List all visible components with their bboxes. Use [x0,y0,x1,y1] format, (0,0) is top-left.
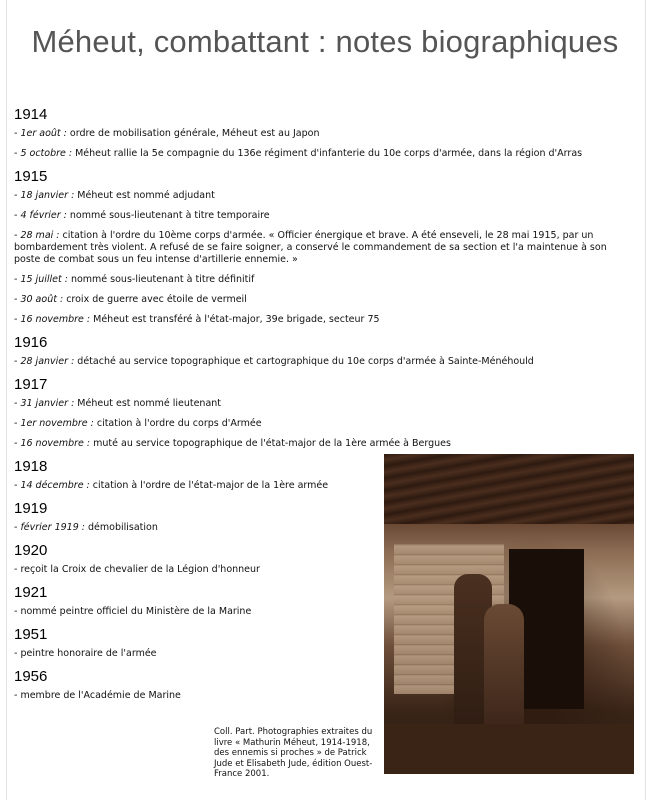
entry-text: Méheut est nommé lieutenant [74,398,222,409]
historical-photograph [384,454,634,774]
entry-text: reçoit la Croix de chevalier de la Légion d'honneur [20,564,260,575]
year-heading: 1916 [14,334,48,351]
timeline-entry: - 1er novembre : citation à l'ordre du corps d'Armée [14,418,262,429]
photo-caption: Coll. Part. Photographies extraites du livre « Mathurin Méheut, 1914-1918, des ennemis si proches » de Patrick Jude et Elisabeth Jude, édition Ouest-France 2001. [214,727,373,779]
entry-text: Méheut est nommé adjudant [74,190,215,201]
photo-soldier-seated [484,604,524,734]
entry-date: 14 décembre : [20,480,90,491]
entry-date: 28 janvier : [20,356,75,367]
entry-text: muté au service topographique de l'état-major de la 1ère armée à Bergues [90,438,451,449]
entry-text: nommé peintre officiel du Ministère de la Marine [20,606,252,617]
entry-text: peintre honoraire de l'armée [20,648,157,659]
timeline-entry: - 5 octobre : Méheut rallie la 5e compagnie du 136e régiment d'infanterie du 10e corps d'armée, dans la région d'Arras [14,148,583,159]
year-heading: 1918 [14,458,48,475]
timeline-entry: - 28 mai : citation à l'ordre du 10ème corps d'armée. « Officier énergique et brave. A été enseveli, le 28 mai 1915, par un bombardement très violent. A refusé de se faire soigner, a conservé le commandement de sa section et l'a maintenue à son poste de combat sous un feu intense d'artillerie ennemie. » [14,230,607,265]
entry-text: détaché au service topographique et cartographique du 10e corps d'armée à Sainte-Ménéhould [74,356,534,367]
timeline-entry: - 14 décembre : citation à l'ordre de l'état-major de la 1ère armée [14,480,329,491]
photo-ground [384,724,634,774]
photo-roof [384,454,634,524]
entry-date: 4 février : [20,210,67,221]
year-heading: 1914 [14,106,48,123]
timeline-entry: - 28 janvier : détaché au service topographique et cartographique du 10e corps d'armée à Sainte-Ménéhould [14,356,534,367]
year-heading: 1951 [14,626,48,643]
timeline-entry: - reçoit la Croix de chevalier de la Légion d'honneur [14,564,260,575]
year-heading: 1915 [14,168,48,185]
year-heading: 1956 [14,668,48,685]
entry-date: 15 juillet : [20,274,68,285]
year-heading: 1917 [14,376,48,393]
timeline-entry: - 1er août : ordre de mobilisation générale, Méheut est au Japon [14,128,320,139]
year-heading: 1920 [14,542,48,559]
timeline-entry: - nommé peintre officiel du Ministère de la Marine [14,606,252,617]
entry-date: 1er août : [20,128,67,139]
entry-text: citation à l'ordre du corps d'Armée [93,418,262,429]
entry-text: Méheut est transféré à l'état-major, 39e brigade, secteur 75 [90,314,380,325]
timeline-entry: - 15 juillet : nommé sous-lieutenant à titre définitif [14,274,255,285]
entry-date: 5 octobre : [20,148,73,159]
timeline-entry: - 18 janvier : Méheut est nommé adjudant [14,190,215,201]
entry-date: février 1919 : [20,522,85,533]
entry-text: croix de guerre avec étoile de vermeil [63,294,247,305]
page-title: Méheut, combattant : notes biographiques [31,24,619,59]
year-heading: 1921 [14,584,48,601]
entry-date: 18 janvier : [20,190,75,201]
year-heading: 1919 [14,500,48,517]
entry-date: 16 novembre : [20,438,91,449]
entry-text: nommé sous-lieutenant à titre définitif [67,274,255,285]
entry-date: 16 novembre : [20,314,91,325]
timeline-entry: - 31 janvier : Méheut est nommé lieutenant [14,398,222,409]
entry-text: citation à l'ordre de l'état-major de la 1ère armée [89,480,329,491]
timeline-entry: - 30 août : croix de guerre avec étoile de vermeil [14,294,247,305]
timeline-entry: - 4 février : nommé sous-lieutenant à titre temporaire [14,210,270,221]
entry-text: Méheut rallie la 5e compagnie du 136e régiment d'infanterie du 10e corps d'armée, dans la région d'Arras [72,148,583,159]
timeline-entry: - 16 novembre : muté au service topographique de l'état-major de la 1ère armée à Bergues [14,438,451,449]
timeline-entry: - membre de l'Académie de Marine [14,690,181,701]
entry-text: citation à l'ordre du 10ème corps d'armée. « Officier énergique et brave. A été enseveli, le 28 mai 1915, par un bombardement très violent. A refusé de se faire soigner, a conservé le commandement de sa section et l'a maintenue à son poste de combat sous un feu intense d'artillerie ennemie. » [14,230,607,265]
timeline-entry: - 16 novembre : Méheut est transféré à l'état-major, 39e brigade, secteur 75 [14,314,380,325]
entry-date: 31 janvier : [20,398,75,409]
entry-date: 1er novembre : [20,418,94,429]
entry-date: 30 août : [20,294,64,305]
entry-text: démobilisation [84,522,158,533]
entry-date: 28 mai : [20,230,60,241]
timeline-entry: - février 1919 : démobilisation [14,522,158,533]
entry-text: ordre de mobilisation générale, Méheut est au Japon [66,128,320,139]
entry-text: nommé sous-lieutenant à titre temporaire [66,210,270,221]
timeline-entry: - peintre honoraire de l'armée [14,648,157,659]
entry-text: membre de l'Académie de Marine [20,690,181,701]
